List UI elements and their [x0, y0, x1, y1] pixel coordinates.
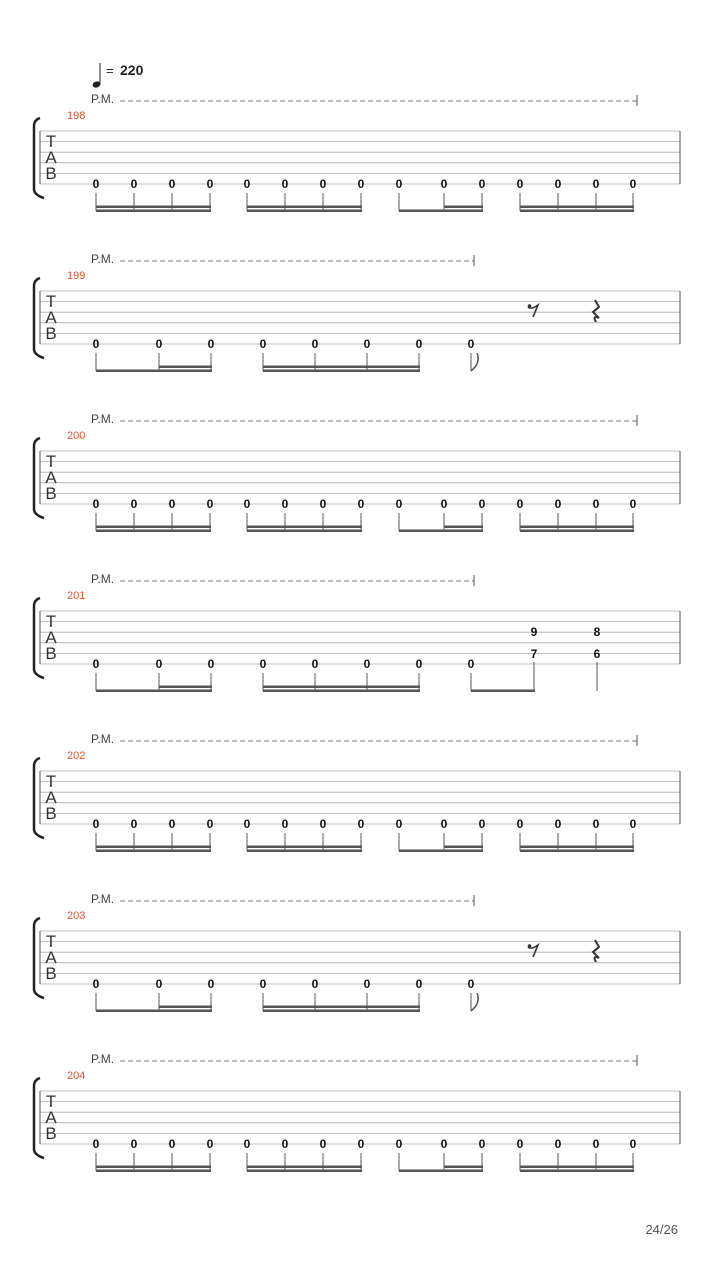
system-bracket: [34, 598, 44, 678]
system-bracket: [34, 278, 44, 358]
note-beam: [520, 530, 634, 533]
note-beam: [399, 530, 483, 533]
fret-number: 0: [592, 177, 600, 191]
tab-clef-letter: T: [45, 452, 57, 471]
tab-clef-letter: A: [45, 1108, 57, 1127]
fret-number: 0: [259, 977, 267, 991]
fret-number: 0: [363, 337, 371, 351]
note-beam: [96, 850, 211, 853]
fret-number: 0: [319, 497, 327, 511]
note-beam: [263, 366, 420, 369]
tab-clef-letter: A: [45, 788, 57, 807]
note-beam: [520, 206, 634, 209]
tab-clef-letter: A: [45, 628, 57, 647]
fret-number: 0: [259, 657, 267, 671]
fret-number: 0: [629, 1137, 637, 1151]
fret-number: 0: [206, 497, 214, 511]
note-beam: [520, 210, 634, 213]
tab-clef-letter: B: [45, 164, 57, 183]
note-beam: [399, 850, 483, 853]
fret-number: 0: [206, 817, 214, 831]
fret-number: 0: [259, 337, 267, 351]
fret-number: 0: [206, 1137, 214, 1151]
fret-number: 0: [440, 817, 448, 831]
bar-number: 202: [67, 750, 86, 762]
fret-number: 0: [130, 1137, 138, 1151]
note-beam: [247, 850, 362, 853]
bar-number: 204: [67, 1070, 86, 1082]
tab-system: [34, 252, 680, 372]
note-beam: [96, 1170, 211, 1173]
note-beam: [263, 1006, 420, 1009]
fret-number: 0: [629, 497, 637, 511]
note-beam: [520, 1170, 634, 1173]
fret-number: 0: [395, 817, 403, 831]
bar-number: 201: [67, 590, 86, 602]
fret-number: 0: [554, 177, 562, 191]
tempo-marking: [92, 62, 144, 89]
note-beam: [247, 210, 362, 213]
fret-number: 0: [478, 1137, 486, 1151]
tab-clef-letter: T: [45, 292, 57, 311]
note-beam: [159, 1006, 212, 1009]
fret-number: 0: [395, 497, 403, 511]
note-beam: [444, 1166, 483, 1169]
fret-number: 0: [415, 657, 423, 671]
note-beam: [96, 530, 211, 533]
note-beam: [520, 526, 634, 529]
tab-system: [34, 1052, 680, 1172]
fret-number: 0: [554, 1137, 562, 1151]
tab-system: [34, 732, 680, 852]
tab-system: [34, 92, 680, 212]
fret-number: 0: [92, 177, 100, 191]
fret-number: 0: [592, 1137, 600, 1151]
fret-number: 0: [281, 817, 289, 831]
fret-number: 0: [92, 337, 100, 351]
fret-number: 0: [629, 177, 637, 191]
palm-mute-label: P.M.: [91, 92, 115, 106]
note-beam: [96, 526, 211, 529]
note-beam: [159, 686, 212, 689]
note-beam: [96, 210, 211, 213]
fret-number: 0: [516, 817, 524, 831]
fret-number: 0: [395, 177, 403, 191]
note-beam: [96, 206, 211, 209]
tab-clef-letter: B: [45, 964, 57, 983]
tab-clef-letter: B: [45, 324, 57, 343]
tab-clef-letter: T: [45, 932, 57, 951]
eighth-rest-dot: [528, 304, 532, 308]
note-beam: [520, 846, 634, 849]
system-bracket: [34, 1078, 44, 1158]
fret-number: 0: [207, 337, 215, 351]
note-beam: [444, 206, 483, 209]
fret-number: 0: [516, 177, 524, 191]
note-beam: [471, 690, 535, 693]
system-bracket: [34, 438, 44, 518]
note-beam: [247, 1170, 362, 1173]
fret-number: 0: [207, 657, 215, 671]
tab-clef-letter: B: [45, 484, 57, 503]
note-beam: [96, 370, 212, 373]
bar-number: 200: [67, 430, 86, 442]
page-number: 24/26: [645, 1222, 678, 1237]
fret-number: 0: [440, 1137, 448, 1151]
quarter-rest-icon: [593, 300, 599, 322]
tab-clef-letter: T: [45, 1092, 57, 1111]
tab-clef-letter: A: [45, 948, 57, 967]
fret-number: 0: [168, 497, 176, 511]
fret-number: 0: [357, 497, 365, 511]
fret-number: 0: [467, 337, 475, 351]
fret-number: 0: [415, 977, 423, 991]
note-beam: [444, 526, 483, 529]
tab-clef-letter: T: [45, 612, 57, 631]
fret-number: 0: [516, 1137, 524, 1151]
fret-number: 0: [478, 177, 486, 191]
quarter-rest-icon: [593, 940, 599, 962]
fret-number: 0: [92, 497, 100, 511]
fret-number: 0: [592, 817, 600, 831]
fret-number: 0: [92, 817, 100, 831]
fret-number: 0: [592, 497, 600, 511]
tab-clef-letter: B: [45, 1124, 57, 1143]
chord-fret-high: 8: [593, 625, 601, 639]
note-beam: [247, 530, 362, 533]
fret-number: 0: [311, 337, 319, 351]
fret-number: 0: [281, 1137, 289, 1151]
fret-number: 0: [130, 177, 138, 191]
fret-number: 0: [130, 497, 138, 511]
fret-number: 0: [357, 817, 365, 831]
note-beam: [444, 846, 483, 849]
fret-number: 0: [629, 817, 637, 831]
note-flag: [471, 993, 478, 1011]
fret-number: 0: [467, 657, 475, 671]
tab-clef-letter: B: [45, 804, 57, 823]
system-bracket: [34, 918, 44, 998]
bar-number: 203: [67, 910, 86, 922]
note-beam: [96, 1166, 211, 1169]
palm-mute-label: P.M.: [91, 572, 115, 586]
fret-number: 0: [357, 1137, 365, 1151]
fret-number: 0: [92, 657, 100, 671]
tempo-equals: =: [106, 63, 114, 78]
tab-system: [34, 572, 680, 692]
fret-number: 0: [207, 977, 215, 991]
note-beam: [520, 1166, 634, 1169]
palm-mute-label: P.M.: [91, 412, 115, 426]
fret-number: 0: [478, 817, 486, 831]
fret-number: 0: [311, 657, 319, 671]
note-flag: [471, 353, 478, 371]
fret-number: 0: [168, 177, 176, 191]
fret-number: 0: [516, 497, 524, 511]
fret-number: 0: [311, 977, 319, 991]
fret-number: 0: [357, 177, 365, 191]
note-beam: [263, 1010, 420, 1013]
fret-number: 0: [415, 337, 423, 351]
note-beam: [399, 210, 483, 213]
tab-clef-letter: T: [45, 132, 57, 151]
note-beam: [96, 690, 212, 693]
fret-number: 0: [319, 817, 327, 831]
tab-system: [34, 412, 680, 532]
palm-mute-label: P.M.: [91, 732, 115, 746]
note-beam: [247, 1166, 362, 1169]
chord-fret-low: 7: [530, 647, 538, 661]
fret-number: 0: [363, 977, 371, 991]
note-beam: [263, 686, 420, 689]
tempo-value: 220: [120, 62, 144, 78]
tab-clef-letter: B: [45, 644, 57, 663]
note-beam: [263, 690, 420, 693]
fret-number: 0: [440, 497, 448, 511]
chord-fret-high: 9: [530, 625, 538, 639]
note-beam: [399, 1170, 483, 1173]
chord-fret-low: 6: [593, 647, 601, 661]
fret-number: 0: [478, 497, 486, 511]
bar-number: 198: [67, 110, 86, 122]
fret-number: 0: [395, 1137, 403, 1151]
tab-system: [34, 892, 680, 1012]
system-bracket: [34, 118, 44, 198]
palm-mute-label: P.M.: [91, 252, 115, 266]
note-beam: [96, 846, 211, 849]
tab-clef-letter: A: [45, 148, 57, 167]
fret-number: 0: [168, 817, 176, 831]
fret-number: 0: [467, 977, 475, 991]
fret-number: 0: [155, 337, 163, 351]
system-bracket: [34, 758, 44, 838]
note-beam: [247, 526, 362, 529]
palm-mute-label: P.M.: [91, 1052, 115, 1066]
fret-number: 0: [243, 497, 251, 511]
fret-number: 0: [440, 177, 448, 191]
fret-number: 0: [319, 177, 327, 191]
fret-number: 0: [243, 177, 251, 191]
note-beam: [96, 1010, 212, 1013]
fret-number: 0: [206, 177, 214, 191]
fret-number: 0: [155, 657, 163, 671]
fret-number: 0: [130, 817, 138, 831]
fret-number: 0: [92, 977, 100, 991]
fret-number: 0: [281, 497, 289, 511]
fret-number: 0: [554, 817, 562, 831]
eighth-rest-dot: [528, 944, 532, 948]
tab-clef-letter: A: [45, 468, 57, 487]
fret-number: 0: [92, 1137, 100, 1151]
fret-number: 0: [281, 177, 289, 191]
fret-number: 0: [319, 1137, 327, 1151]
bar-number: 199: [67, 270, 86, 282]
note-beam: [520, 850, 634, 853]
fret-number: 0: [243, 1137, 251, 1151]
note-beam: [159, 366, 212, 369]
tab-clef-letter: T: [45, 772, 57, 791]
fret-number: 0: [363, 657, 371, 671]
fret-number: 0: [554, 497, 562, 511]
note-beam: [263, 370, 420, 373]
fret-number: 0: [155, 977, 163, 991]
palm-mute-label: P.M.: [91, 892, 115, 906]
note-beam: [247, 206, 362, 209]
fret-number: 0: [243, 817, 251, 831]
fret-number: 0: [168, 1137, 176, 1151]
tab-clef-letter: A: [45, 308, 57, 327]
tab-systems: [34, 92, 680, 1172]
note-beam: [247, 846, 362, 849]
